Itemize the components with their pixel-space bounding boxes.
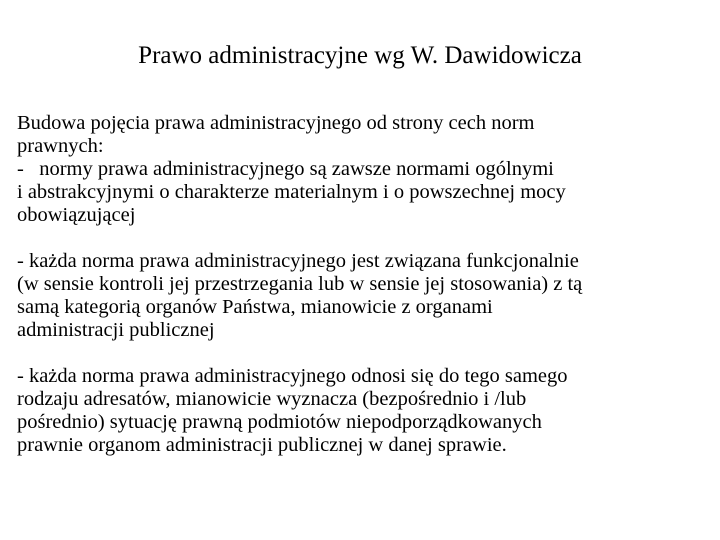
- paragraph-definition: [17, 112, 717, 227]
- text-line: pośrednio) sytuację prawną podmiotów niepodporządkowanych: [17, 411, 542, 433]
- text-line: prawnych:: [17, 135, 104, 157]
- text-line: (w sensie kontroli jej przestrzegania lub w sensie jej stosowania) z tą: [17, 273, 583, 295]
- slide-body: [17, 112, 717, 457]
- text-line: prawnie organom administracji publicznej w danej sprawie.: [17, 434, 507, 456]
- text-line: obowiązującej: [17, 204, 136, 226]
- text-line: i abstrakcyjnymi o charakterze materialnym i o powszechnej mocy: [17, 181, 566, 203]
- paragraph-function: [17, 250, 717, 342]
- slide-title: Prawo administracyjne wg W. Dawidowicza: [138, 42, 582, 69]
- text-line: samą kategorią organów Państwa, mianowicie z organami: [17, 296, 493, 318]
- text-line: Budowa pojęcia prawa administracyjnego od strony cech norm: [17, 112, 535, 134]
- text-line: - każda norma prawa administracyjnego odnosi się do tego samego: [17, 365, 568, 387]
- text-line: rodzaju adresatów, mianowicie wyznacza (bezpośrednio i /lub: [17, 388, 527, 410]
- text-line: - każda norma prawa administracyjnego jest związana funkcjonalnie: [17, 250, 579, 272]
- text-line: administracji publicznej: [17, 319, 215, 341]
- paragraph-addressees: [17, 365, 717, 457]
- text-line: - normy prawa administracyjnego są zawsze normami ogólnymi: [17, 158, 554, 180]
